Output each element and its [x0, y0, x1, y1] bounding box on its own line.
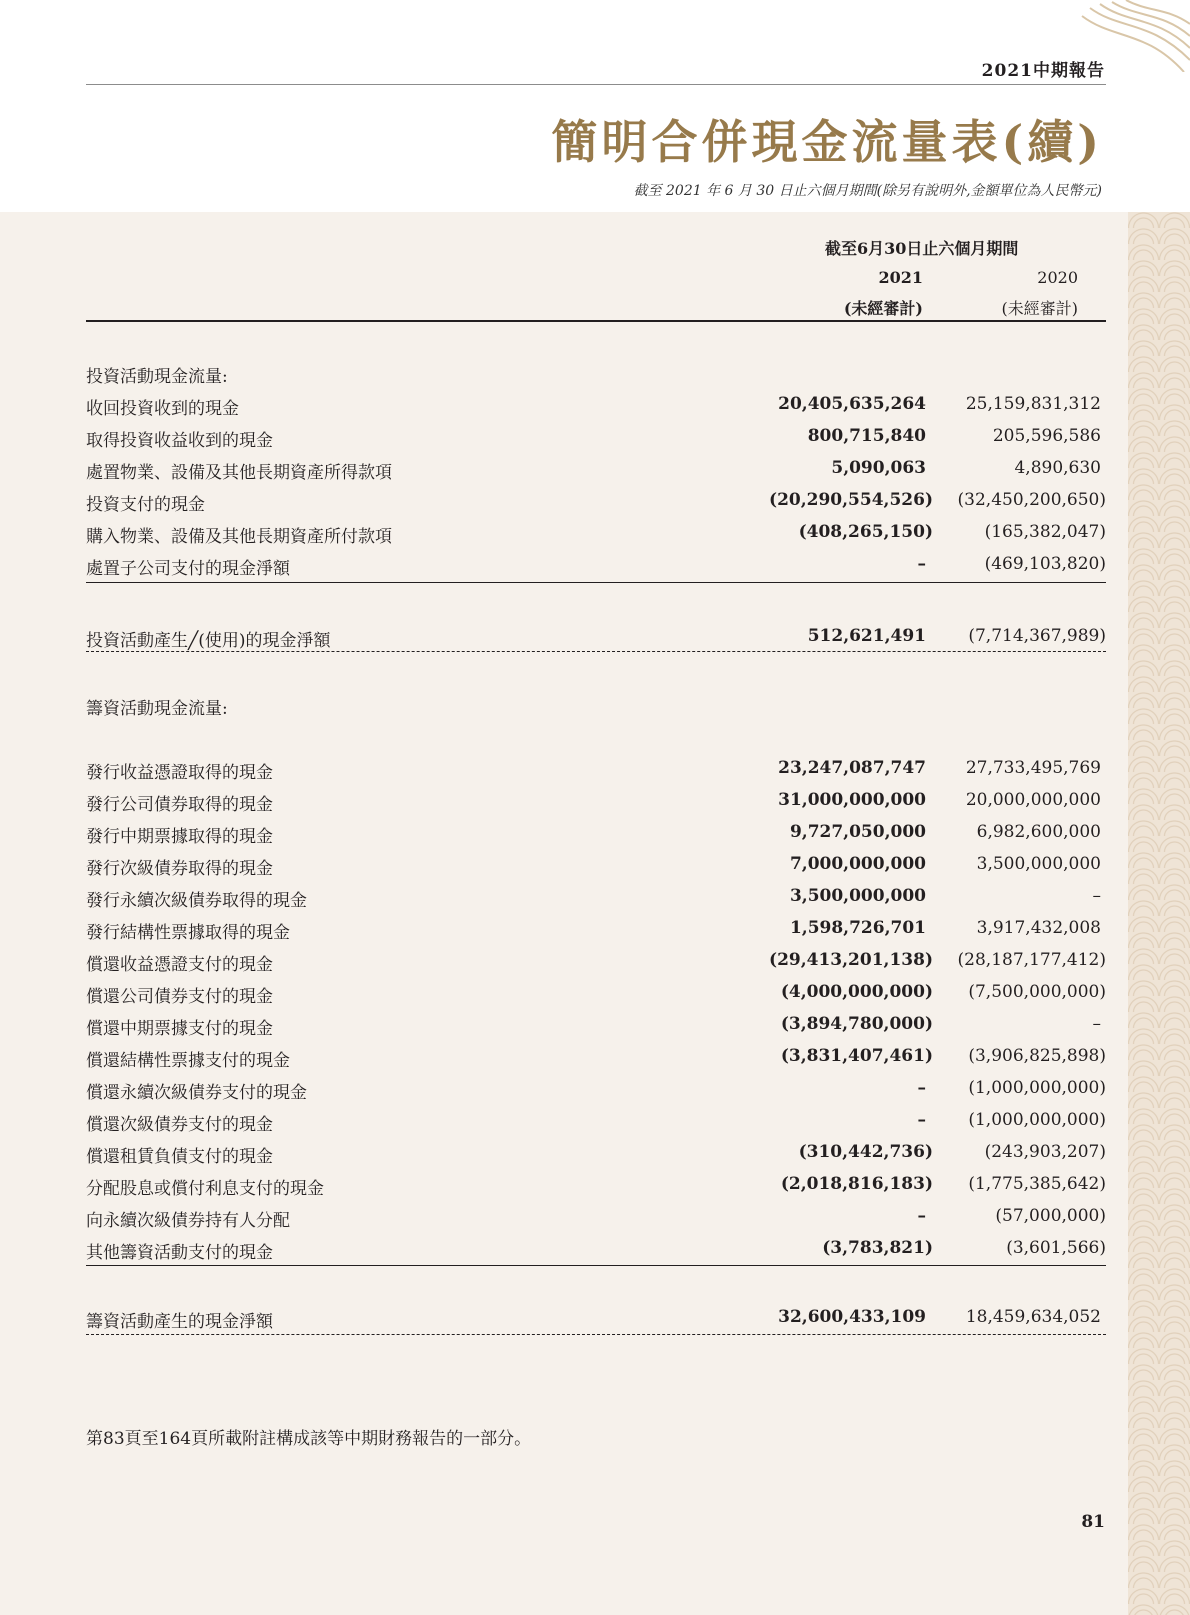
value-2020: (3,601,566) [1006, 1238, 1106, 1258]
table-row [86, 790, 1106, 814]
header-rule [86, 320, 1106, 322]
value-2020: (28,187,177,412) [957, 950, 1106, 970]
table-row [86, 854, 1106, 878]
table-row [86, 982, 1106, 1006]
value-2021: 512,621,491 [807, 626, 926, 646]
value-2021: 3,500,000,000 [789, 886, 926, 906]
value-2021: 9,727,050,000 [789, 822, 926, 842]
value-2021: 23,247,087,747 [778, 758, 926, 778]
subtotal-rule [86, 1265, 1106, 1266]
row-label: 處置子公司支付的現金淨額 [86, 559, 290, 579]
row-label: 發行永續次級債券取得的現金 [86, 891, 307, 911]
table-row [86, 886, 1106, 910]
row-label: 償還中期票據支付的現金 [86, 1019, 273, 1039]
header-divider [86, 84, 1106, 85]
row-label: 向永續次級債券持有人分配 [86, 1211, 290, 1231]
table-row [86, 950, 1106, 974]
value-2020: – [1092, 1014, 1101, 1034]
period-header: 截至6月30日止六個月期間 [825, 239, 1019, 258]
value-2020: (3,906,825,898) [968, 1046, 1106, 1066]
value-2020: 4,890,630 [1014, 458, 1101, 478]
table-row [86, 1174, 1106, 1198]
table-row [86, 822, 1106, 846]
value-2021: 7,000,000,000 [789, 854, 926, 874]
page-subtitle: 截至 2021 年 6 月 30 日止六個月期間(除另有說明外,金額單位為人民幣元) [633, 183, 1102, 199]
row-label: 投資活動產生╱(使用)的現金淨額 [86, 631, 331, 651]
year-current-header: 2021 [878, 268, 923, 287]
table-row [86, 918, 1106, 942]
value-2021: 800,715,840 [807, 426, 926, 446]
row-label: 發行收益憑證取得的現金 [86, 763, 273, 783]
row-label: 收回投資收到的現金 [86, 399, 239, 419]
row-label: 發行中期票據取得的現金 [86, 827, 273, 847]
row-label: 取得投資收益收到的現金 [86, 431, 273, 451]
row-label: 償還公司債券支付的現金 [86, 987, 273, 1007]
section-heading [86, 694, 1106, 718]
row-label: 發行公司債券取得的現金 [86, 795, 273, 815]
value-2020: 27,733,495,769 [965, 758, 1101, 778]
value-2020: (1,775,385,642) [968, 1174, 1106, 1194]
row-label: 償還結構性票據支付的現金 [86, 1051, 290, 1071]
value-2020: (57,000,000) [995, 1206, 1106, 1226]
value-2020: 25,159,831,312 [965, 394, 1101, 414]
value-2020: 18,459,634,052 [965, 1307, 1101, 1327]
value-2021: (310,442,736) [798, 1142, 933, 1162]
value-2021: 5,090,063 [831, 458, 926, 478]
value-2021: 1,598,726,701 [789, 918, 926, 938]
audit-current-header: (未經審計) [843, 299, 923, 318]
row-label: 償還收益憑證支付的現金 [86, 955, 273, 975]
page-title: 簡明合併現金流量表(續) [551, 115, 1103, 169]
page-number: 81 [1081, 1512, 1105, 1532]
total-dashed-rule [86, 651, 1106, 652]
value-2021: (3,894,780,000) [780, 1014, 933, 1034]
section-heading [86, 362, 1106, 386]
value-2020: (32,450,200,650) [957, 490, 1106, 510]
row-label: 償還租賃負債支付的現金 [86, 1147, 273, 1167]
value-2021: – [917, 554, 926, 574]
value-2020: 3,917,432,008 [976, 918, 1101, 938]
value-2020: 20,000,000,000 [965, 790, 1101, 810]
table-row [86, 1110, 1106, 1134]
table-row [86, 1238, 1106, 1262]
row-label: 其他籌資活動支付的現金 [86, 1243, 273, 1263]
value-2021: – [917, 1078, 926, 1098]
subtotal-rule [86, 582, 1106, 583]
table-row [86, 522, 1106, 546]
row-label: 投資支付的現金 [86, 495, 205, 515]
report-label: 2021中期報告 [981, 61, 1105, 81]
table-row [86, 1142, 1106, 1166]
value-2020: – [1092, 886, 1101, 906]
row-label: 購入物業、設備及其他長期資產所付款項 [86, 527, 392, 547]
value-2021: – [917, 1110, 926, 1130]
decorative-pattern-strip [1128, 212, 1190, 1615]
value-2021: (3,831,407,461) [780, 1046, 933, 1066]
value-2020: (7,500,000,000) [968, 982, 1106, 1002]
row-label: 籌資活動產生的現金淨額 [86, 1312, 273, 1332]
total-dashed-rule [86, 1334, 1106, 1335]
value-2020: 3,500,000,000 [976, 854, 1101, 874]
table-row [86, 554, 1106, 578]
table-row [86, 394, 1106, 418]
year-prior-header: 2020 [1037, 268, 1078, 287]
table-row [86, 758, 1106, 782]
value-2020: 6,982,600,000 [976, 822, 1101, 842]
value-2021: (408,265,150) [798, 522, 933, 542]
net-total-row [86, 1307, 1106, 1331]
value-2021: (20,290,554,526) [769, 490, 933, 510]
investing-heading: 投資活動現金流量: [86, 367, 228, 387]
financing-heading: 籌資活動現金流量: [86, 699, 228, 719]
value-2021: 20,405,635,264 [778, 394, 926, 414]
table-row [86, 1206, 1106, 1230]
value-2020: (469,103,820) [984, 554, 1106, 574]
value-2021: – [917, 1206, 926, 1226]
row-label: 償還永續次級債券支付的現金 [86, 1083, 307, 1103]
value-2021: (3,783,821) [822, 1238, 933, 1258]
value-2020: 205,596,586 [992, 426, 1101, 446]
value-2021: (4,000,000,000) [780, 982, 933, 1002]
net-total-row [86, 626, 1106, 650]
table-row [86, 1078, 1106, 1102]
value-2021: 31,000,000,000 [778, 790, 926, 810]
row-label: 處置物業、設備及其他長期資產所得款項 [86, 463, 392, 483]
row-label: 發行結構性票據取得的現金 [86, 923, 290, 943]
table-row [86, 1014, 1106, 1038]
table-row [86, 1046, 1106, 1070]
value-2020: (1,000,000,000) [968, 1078, 1106, 1098]
value-2021: (29,413,201,138) [769, 950, 933, 970]
audit-prior-header: (未經審計) [1001, 299, 1078, 318]
value-2021: 32,600,433,109 [778, 1307, 926, 1327]
value-2020: (1,000,000,000) [968, 1110, 1106, 1130]
row-label: 分配股息或償付利息支付的現金 [86, 1179, 324, 1199]
value-2020: (165,382,047) [984, 522, 1106, 542]
footnote: 第83頁至164頁所載附註構成該等中期財務報告的一部分。 [86, 1429, 532, 1449]
value-2020: (243,903,207) [984, 1142, 1106, 1162]
value-2020: (7,714,367,989) [968, 626, 1106, 646]
row-label: 償還次級債券支付的現金 [86, 1115, 273, 1135]
value-2021: (2,018,816,183) [780, 1174, 933, 1194]
table-row [86, 490, 1106, 514]
row-label: 發行次級債券取得的現金 [86, 859, 273, 879]
table-row [86, 458, 1106, 482]
table-row [86, 426, 1106, 450]
